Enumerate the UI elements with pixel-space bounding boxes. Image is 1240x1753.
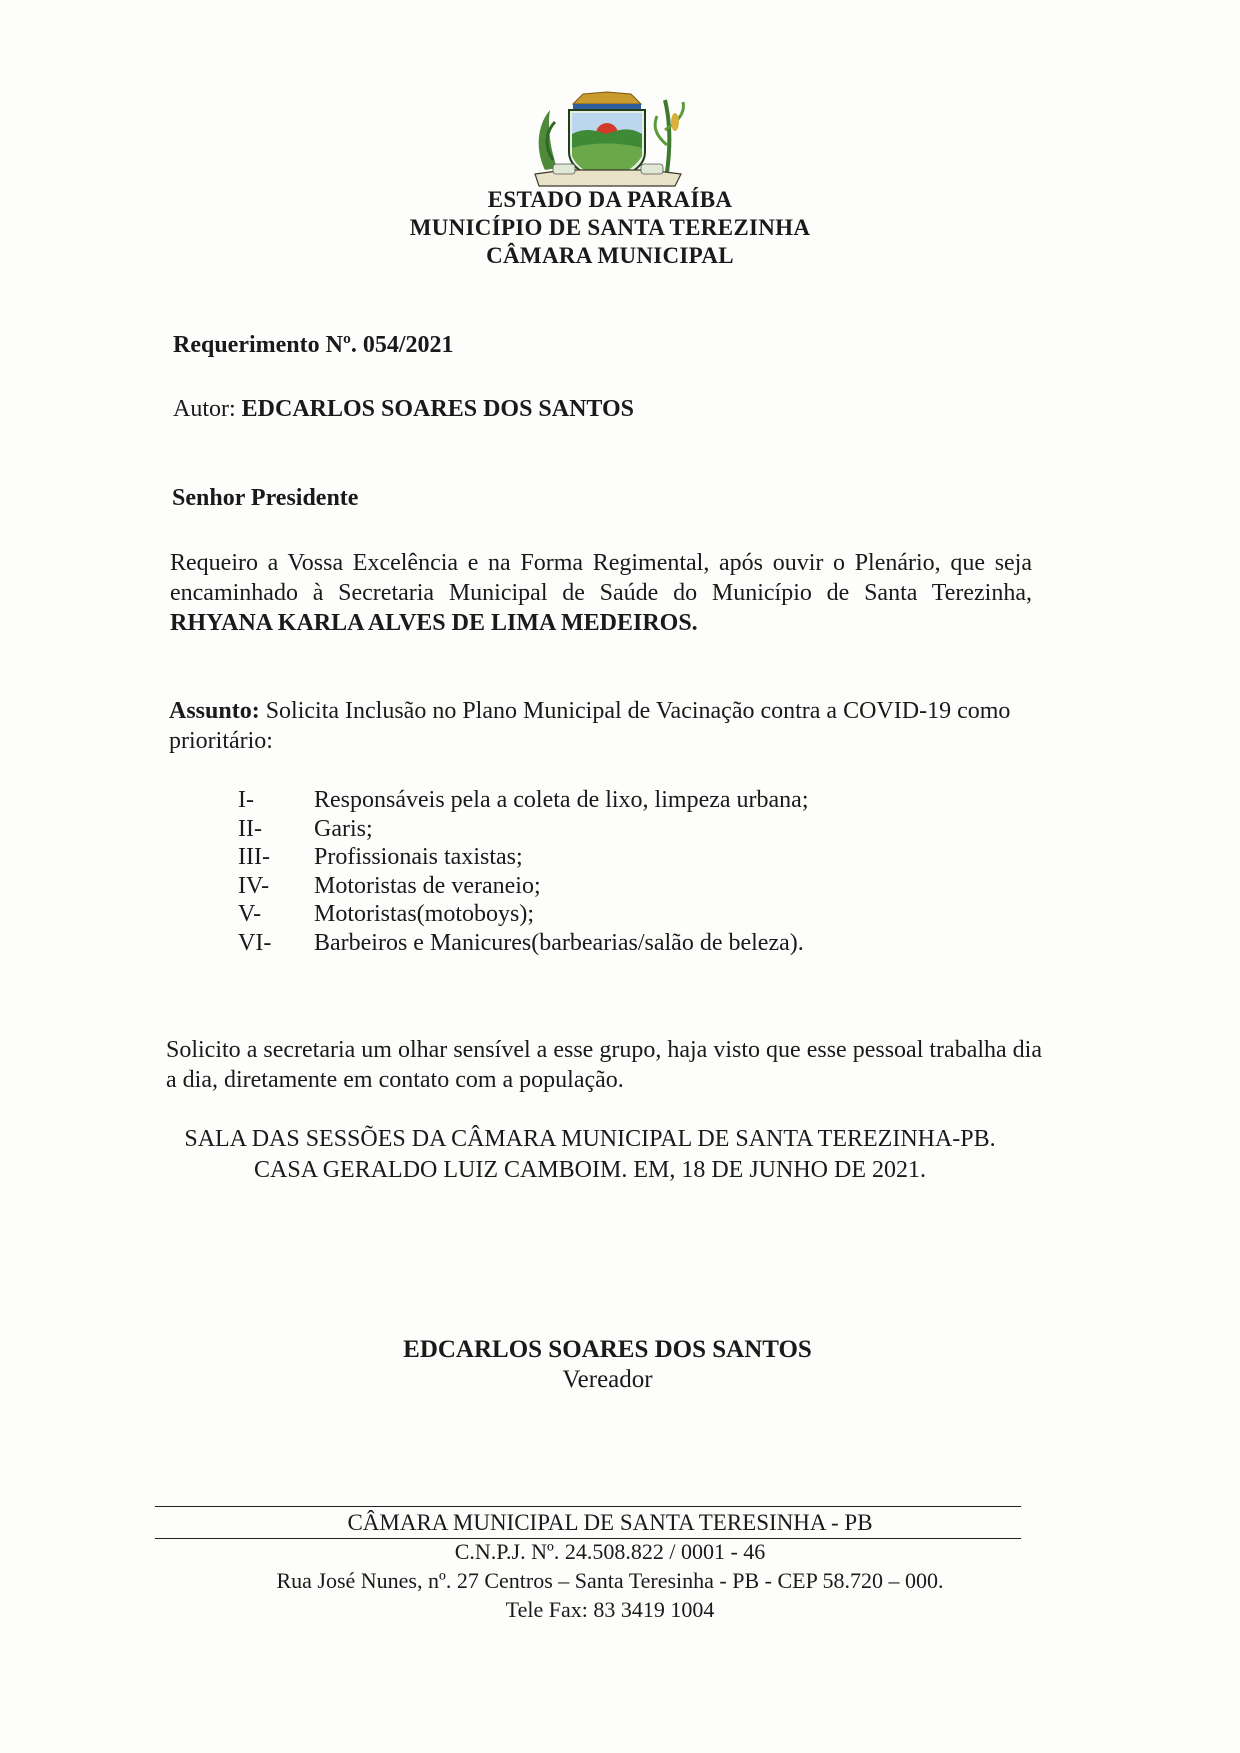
request-body-text: Requeiro a Vossa Excelência e na Forma Regimental, após ouvir o Plenário, que seja encaminhado à Secretaria Municipal de Saúde do Município de Santa Terezinha, (170, 550, 1032, 606)
author-line (173, 396, 634, 423)
footer-phone: Tele Fax: 83 3419 1004 (505, 1597, 715, 1622)
footer-address: Rua José Nunes, nº. 27 Centros – Santa Teresinha - PB - CEP 58.720 – 000. (276, 1568, 944, 1593)
list-item-text: Garis; (314, 815, 373, 842)
list-item-number: II- (238, 815, 262, 842)
list-item (238, 872, 808, 901)
list-item-text: Motoristas(motoboys); (314, 901, 534, 927)
signer-name: EDCARLOS SOARES DOS SANTOS (403, 1336, 812, 1363)
salutation: Senhor Presidente (172, 485, 359, 511)
document-header (0, 186, 1240, 270)
closing-paragraph: Solicito a secretaria um olhar sensível a esse grupo, haja visto que esse pessoal trabalha dia a dia, diretamente em contato com a população. (166, 1037, 1042, 1093)
list-item-number: IV- (238, 872, 270, 899)
footer-chamber-name: CÂMARA MUNICIPAL DE SANTA TERESINHA - PB (347, 1510, 873, 1535)
subject-label: Assunto: (169, 698, 260, 724)
list-item-number: V- (238, 901, 262, 927)
list-item-text: Profissionais taxistas; (314, 844, 523, 870)
request-body (170, 548, 1032, 638)
author-name: EDCARLOS SOARES DOS SANTOS (241, 396, 635, 422)
list-item (238, 786, 808, 815)
list-item-number: III- (238, 844, 270, 870)
recipient-name: RHYANA KARLA ALVES DE LIMA MEDEIROS. (170, 610, 698, 636)
chamber-title: CÂMARA MUNICIPAL (486, 243, 734, 268)
subject-text: Solicita Inclusão no Plano Municipal de Vacinação contra a COVID-19 como prioritário: (169, 698, 1011, 754)
footer (0, 1508, 1240, 1624)
request-number: Requerimento Nº. 054/2021 (173, 332, 454, 358)
list-item (238, 929, 808, 958)
list-item-text: Motoristas de veraneio; (314, 872, 541, 899)
municipal-coat-of-arms-icon (525, 90, 690, 190)
footer-divider-top (155, 1506, 1021, 1507)
list-item-number: I- (238, 787, 254, 813)
session-statement: SALA DAS SESSÕES DA CÂMARA MUNICIPAL DE SANTA TEREZINHA-PB. CASA GERALDO LUIZ CAMBOIM. EM, 18 DE JUNHO DE 2021. (184, 1126, 996, 1183)
list-item (238, 843, 808, 872)
signature-block (0, 1336, 1240, 1394)
author-label: Autor: (173, 396, 236, 422)
list-item-text: Responsáveis pela a coleta de lixo, limpeza urbana; (314, 787, 809, 813)
state-title: ESTADO DA PARAÍBA (487, 187, 733, 212)
list-item (238, 815, 808, 844)
list-item-number: VI- (238, 929, 272, 956)
list-item (238, 900, 808, 929)
signer-role: Vereador (562, 1366, 653, 1393)
list-item-text: Barbeiros e Manicures(barbearias/salão de beleza). (314, 929, 804, 956)
subject-paragraph (169, 696, 1039, 756)
municipality-title: MUNICÍPIO DE SANTA TEREZINHA (409, 215, 811, 240)
footer-cnpj: C.N.P.J. Nº. 24.508.822 / 0001 - 46 (454, 1539, 766, 1564)
priority-list (238, 786, 808, 957)
